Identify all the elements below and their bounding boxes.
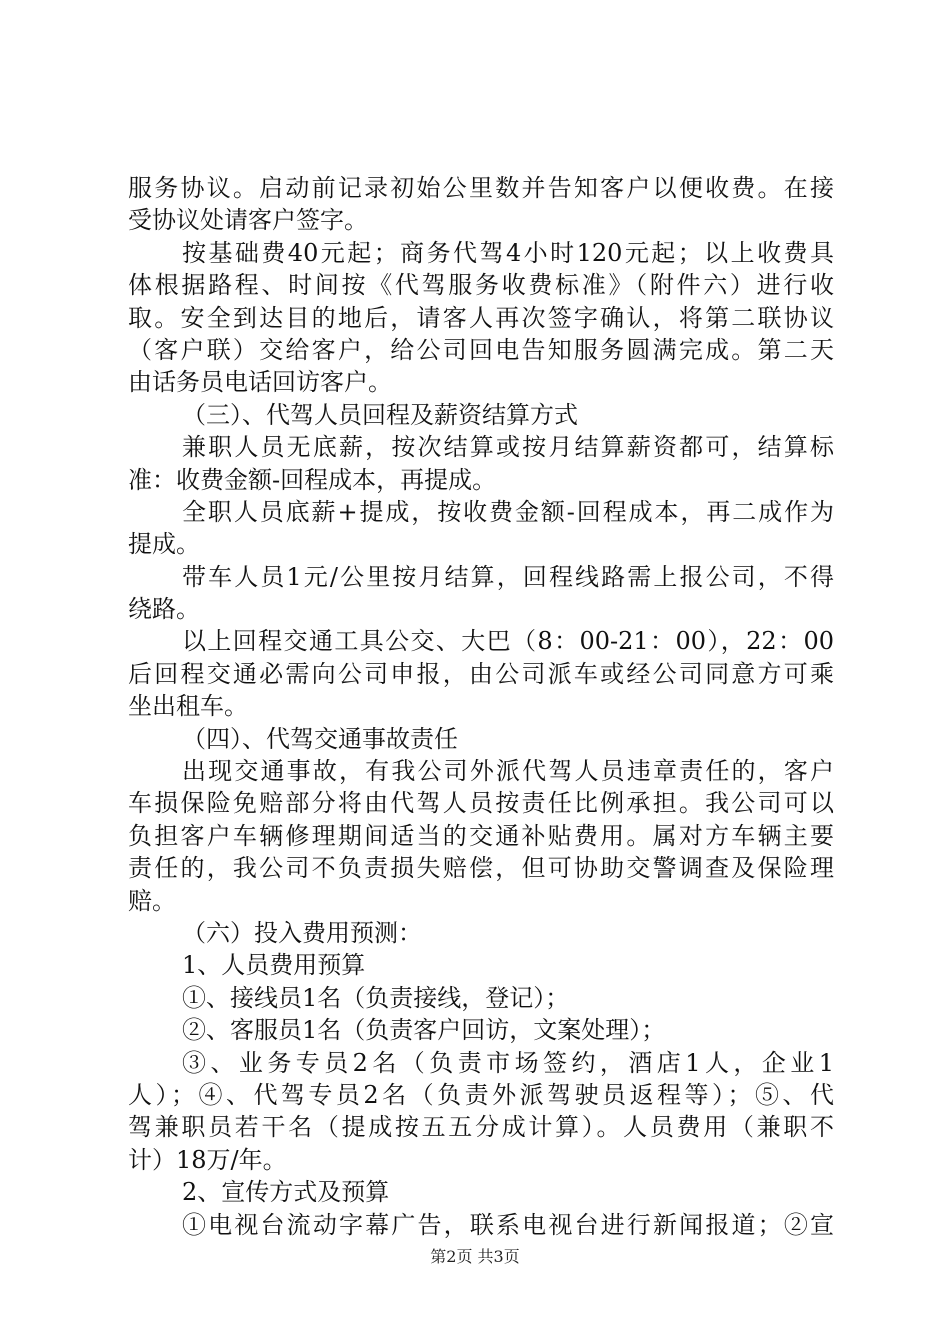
text-line: 出现交通事故，有我公司外派代驾人员违章责任的，客户: [182, 757, 834, 786]
text-line: ①电视台流动字幕广告，联系电视台进行新闻报道；②宣: [182, 1210, 834, 1239]
text-line: 后回程交通必需向公司申报，由公司派车或经公司同意方可乘: [128, 659, 834, 688]
text-line: 提成。: [128, 530, 200, 559]
subsection-heading: 1、人员费用预算: [182, 951, 366, 980]
text-line: 人）；④、代驾专员2名（负责外派驾驶员返程等）；⑤、代: [128, 1080, 834, 1109]
text-line: 全职人员底薪+提成，按收费金额-回程成本，再二成作为: [182, 497, 834, 526]
text-line: （客户联）交给客户，给公司回电告知服务圆满完成。第二天: [128, 335, 834, 364]
text-line: 带车人员1元/公里按月结算，回程线路需上报公司，不得: [182, 562, 834, 591]
section-heading: （六）投入费用预测：: [182, 918, 422, 947]
document-body: [128, 172, 834, 1241]
text-line: 驾兼职员若干名（提成按五五分成计算）。人员费用（兼职不: [128, 1113, 834, 1142]
text-line: 受协议处请客户签字。: [128, 206, 368, 235]
text-line: 坐出租车。: [128, 692, 248, 721]
text-line: 准：收费金额-回程成本，再提成。: [128, 465, 497, 494]
text-line: 计）18万/年。: [128, 1145, 287, 1174]
section-heading: （四）、代驾交通事故责任: [182, 724, 458, 753]
text-line: 车损保险免赔部分将由代驾人员按责任比例承担。我公司可以: [128, 789, 834, 818]
text-line: 取。安全到达目的地后，请客人再次签字确认，将第二联协议: [128, 303, 834, 332]
text-line: 服务协议。启动前记录初始公里数并告知客户以便收费。在接: [128, 174, 834, 202]
text-line: 由话务员电话回访客户。: [128, 368, 392, 397]
page-number-footer: 第2页 共3页: [430, 1247, 520, 1266]
section-heading: （三）、代驾人员回程及薪资结算方式: [182, 400, 578, 429]
text-line: 赔。: [128, 886, 176, 915]
subsection-heading: 2、宣传方式及预算: [182, 1178, 390, 1207]
text-line: ②、客服员1名（负责客户回访，文案处理）；: [182, 1016, 666, 1045]
text-line: 体根据路程、时间按《代驾服务收费标准》（附件六）进行收: [128, 271, 834, 300]
text-line: 兼职人员无底薪，按次结算或按月结算薪资都可，结算标: [182, 433, 834, 462]
text-line: 按基础费40元起；商务代驾4小时120元起；以上收费具: [182, 238, 834, 267]
text-line: 责任的，我公司不负责损失赔偿，但可协助交警调查及保险理: [128, 854, 834, 883]
text-line: 以上回程交通工具公交、大巴（8：00-21：00），22：00: [182, 627, 834, 656]
text-line: ③、业务专员2名（负责市场签约，酒店1人，企业1: [182, 1048, 834, 1077]
text-line: 负担客户车辆修理期间适当的交通补贴费用。属对方车辆主要: [128, 821, 834, 850]
text-line: ①、接线员1名（负责接线，登记）；: [182, 983, 570, 1012]
text-line: 绕路。: [128, 595, 200, 624]
